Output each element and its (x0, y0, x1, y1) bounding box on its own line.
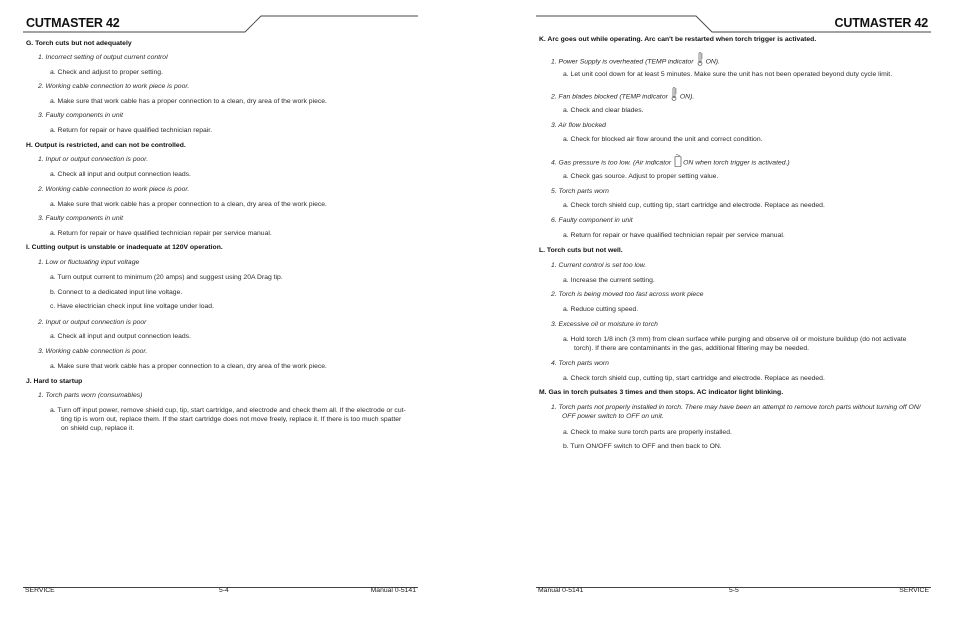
line-text: 4. Torch parts worn (551, 360, 609, 367)
line-text: a. Return for repair or have qualified technician repair per service manual. (563, 232, 785, 239)
line-text: a. Reduce cutting speed. (563, 306, 639, 313)
left-section-heading (26, 40, 132, 49)
right-remedy-text (563, 306, 638, 315)
line-text: a. Check torch shield cup, cutting tip, start cartridge and electrode. Replace as needed. (563, 202, 825, 209)
right-section-heading (539, 389, 783, 398)
right-remedy-text (563, 136, 763, 145)
left-remedy-text (50, 171, 191, 180)
left-problem-cause (38, 54, 168, 63)
thermometer-icon (671, 87, 677, 101)
left-section-heading (26, 142, 186, 151)
right-remedy-text (574, 345, 809, 354)
line-text: a. Let unit cool down for at least 5 minutes. Make sure the unit has not been operated beyond duty cycle limit. (563, 71, 893, 78)
line-text: a. Check all input and output connection leads. (50, 171, 191, 178)
right-footer-manual: Manual 0-5141 (538, 587, 584, 594)
left-problem-cause (38, 83, 189, 92)
line-text: 3. Faulty components in unit (38, 112, 124, 119)
left-remedy-text (50, 289, 182, 298)
left-problem-cause (38, 348, 147, 357)
line-text: H. Output is restricted, and can not be controlled. (26, 142, 186, 149)
line-text-after-icon: ON). (679, 93, 695, 101)
right-remedy-text (563, 429, 732, 438)
line-text: 1. Power Supply is overheated (TEMP indicator (551, 58, 694, 66)
line-text: 1. Current control is set too low. (551, 262, 647, 269)
line-text: a. Increase the current setting. (563, 277, 655, 284)
line-text: 1. Incorrect setting of output current control (38, 54, 168, 61)
right-problem-cause (551, 321, 658, 330)
line-text: a. Return for repair or have qualified technician repair per service manual. (50, 230, 272, 237)
line-text: 1. Input or output connection is poor. (38, 156, 149, 163)
left-footer-section: SERVICE (25, 587, 55, 594)
line-text: a. Check torch shield cup, cutting tip, start cartridge and electrode. Replace as needed. (563, 375, 825, 382)
line-text: 5. Torch parts worn (551, 188, 609, 195)
left-problem-cause (38, 186, 189, 195)
right-remedy-text (563, 71, 892, 80)
left-remedy-text (50, 127, 212, 136)
right-footer-section: SERVICE (899, 587, 929, 594)
line-text: a. Check for blocked air flow around the unit and correct condition. (563, 136, 763, 143)
left-page (23, 0, 418, 618)
line-text: G. Torch cuts but not adequately (26, 40, 132, 47)
right-section-heading (539, 36, 816, 45)
line-text: OFF power switch to OFF on unit. (562, 413, 664, 420)
line-text: 1. Torch parts not properly installed in torch. There may have been an attempt to remove torch parts without turning off ON/ (551, 404, 921, 411)
line-text: I. Cutting output is unstable or inadequate at 120V operation. (26, 244, 223, 251)
line-text: torch). If there are contaminants in the gas, additional filtering may be needed. (574, 345, 810, 352)
right-remedy-text (563, 375, 825, 384)
line-text: 1. Torch parts worn (consumables) (38, 392, 143, 399)
right-remedy-text (563, 277, 655, 286)
left-footer-page-number: 5-4 (219, 587, 229, 594)
line-text: a. Check and adjust to proper setting. (50, 69, 163, 76)
air-indicator-icon (674, 153, 680, 167)
line-text: 2. Torch is being moved too fast across work piece (551, 291, 704, 298)
right-problem-cause (551, 92, 694, 102)
left-remedy-text (61, 416, 401, 425)
left-header-title: CUTMASTER 42 (26, 16, 120, 30)
line-text: a. Check and clear blades. (563, 107, 644, 114)
left-remedy-text (50, 303, 214, 312)
left-section-heading (26, 244, 223, 253)
left-problem-cause (38, 259, 139, 268)
right-remedy-text (563, 107, 643, 116)
line-text: 2. Working cable connection to work piece is poor. (38, 186, 190, 193)
right-problem-cause (551, 57, 720, 67)
line-text: a. Check to make sure torch parts are properly installed. (563, 429, 732, 436)
right-remedy-text (563, 336, 906, 345)
line-text: a. Make sure that work cable has a proper connection to a clean, dry area of the work piece. (50, 98, 327, 105)
line-text: 3. Excessive oil or moisture in torch (551, 321, 658, 328)
left-footer-manual: Manual 0-5141 (370, 587, 416, 594)
right-header-title: CUTMASTER 42 (834, 16, 928, 30)
left-remedy-text (50, 407, 406, 416)
line-text: J. Hard to startup (26, 378, 83, 385)
right-footer-page-number: 5-5 (729, 587, 739, 594)
right-footer (536, 587, 931, 602)
line-text: 1. Low or fluctuating input voltage (38, 259, 140, 266)
thermometer-icon (697, 52, 703, 66)
line-text: 4. Gas pressure is too low. (Air indicator (551, 159, 672, 167)
line-text: ting tip is worn out, replace them. If the start cartridge does not move freely, replace it. If there is too much spatter (61, 416, 402, 423)
right-remedy-text (563, 202, 825, 211)
left-remedy-text (61, 425, 134, 434)
left-problem-cause (38, 112, 123, 121)
right-page (536, 0, 931, 618)
line-text: b. Connect to a dedicated input line voltage. (50, 289, 183, 296)
right-problem-cause (551, 188, 609, 197)
line-text-after-icon: ON). (705, 58, 720, 66)
left-remedy-text (50, 363, 327, 372)
right-remedy-text (563, 173, 718, 182)
right-remedy-text (563, 443, 722, 452)
line-text: a. Make sure that work cable has a proper connection to a clean, dry area of the work piece. (50, 363, 327, 370)
line-text: M. Gas in torch pulsates 3 times and then stops. AC indicator light blinking. (539, 389, 784, 396)
line-text: 3. Working cable connection is poor. (38, 348, 148, 355)
line-text: L. Torch cuts but not well. (539, 247, 623, 254)
right-problem-cause (551, 122, 606, 131)
left-section-heading (26, 378, 82, 387)
left-problem-cause (38, 156, 148, 165)
line-text-after-icon: ON when torch trigger is activated.) (683, 159, 790, 167)
line-text: a. Hold torch 1/8 inch (3 mm) from clean surface while purging and observe oil or moisture buildup (do not activate (563, 336, 907, 343)
line-text: a. Return for repair or have qualified technician repair. (50, 127, 213, 134)
line-text: 2. Input or output connection is poor (38, 319, 147, 326)
right-problem-cause (551, 360, 609, 369)
left-remedy-text (50, 98, 327, 107)
line-text: on shield cup, replace it. (61, 425, 135, 432)
right-problem-cause (551, 291, 703, 300)
line-text: c. Have electrician check input line voltage under load. (50, 303, 214, 310)
left-footer (23, 587, 418, 602)
line-text: 6. Faulty component in unit (551, 217, 633, 224)
line-text: a. Turn output current to minimum (20 amps) and suggest using 20A Drag tip. (50, 274, 283, 281)
left-problem-cause (38, 392, 142, 401)
left-problem-cause (38, 319, 146, 328)
right-section-heading (539, 247, 623, 256)
line-text: a. Make sure that work cable has a proper connection to a clean, dry area of the work piece. (50, 201, 327, 208)
line-text: 3. Air flow blocked (551, 122, 606, 129)
right-problem-cause (562, 413, 664, 422)
line-text: 2. Fan blades blocked (TEMP indicator (551, 93, 668, 101)
right-problem-cause (551, 262, 646, 271)
right-remedy-text (563, 232, 785, 241)
right-problem-cause (551, 404, 921, 413)
line-text: K. Arc goes out while operating. Arc can't be restarted when torch trigger is activated. (539, 36, 817, 43)
left-remedy-text (50, 69, 163, 78)
right-problem-cause (551, 217, 633, 226)
left-remedy-text (50, 274, 283, 283)
line-text: a. Check all input and output connection leads. (50, 333, 191, 340)
line-text: a. Check gas source. Adjust to proper setting value. (563, 173, 719, 180)
right-problem-cause (551, 158, 790, 168)
line-text: 2. Working cable connection to work piece is poor. (38, 83, 190, 90)
left-remedy-text (50, 333, 191, 342)
left-remedy-text (50, 230, 272, 239)
line-text: 3. Faulty components in unit (38, 215, 124, 222)
left-remedy-text (50, 201, 327, 210)
line-text: a. Turn off input power, remove shield cup, tip, start cartridge, and electrode and check them all. If the electrode or cut- (50, 407, 406, 414)
line-text: b. Turn ON/OFF switch to OFF and then back to ON. (563, 443, 722, 450)
left-problem-cause (38, 215, 123, 224)
